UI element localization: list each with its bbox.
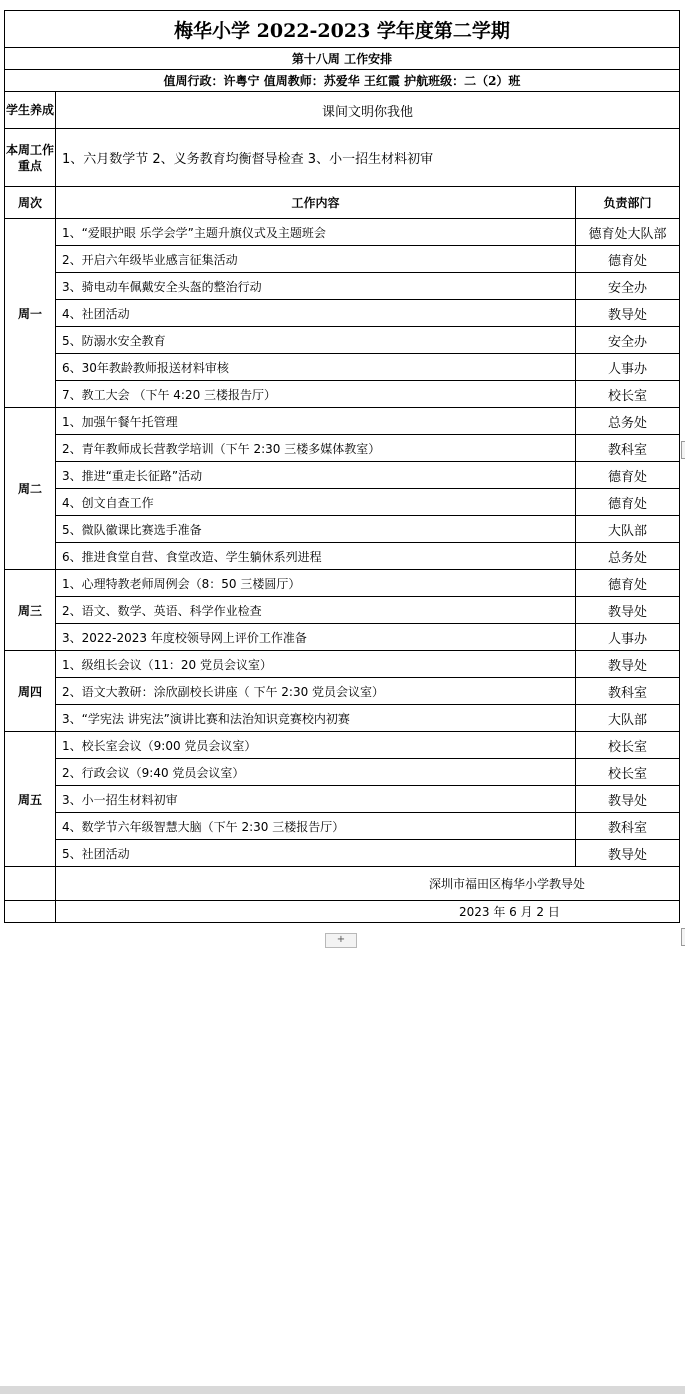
habit-label[interactable]: 学生养成 [5,92,56,129]
table-row [5,840,680,867]
footer-blank[interactable] [5,901,56,923]
task-cell[interactable]: 3、“学宪法 讲宪法”演讲比赛和法治知识竞赛校内初赛 [56,705,576,732]
table-row [5,381,680,408]
dept-cell[interactable]: 人事办 [576,354,680,381]
dept-cell[interactable]: 教科室 [576,813,680,840]
header-day[interactable]: 周次 [5,187,56,219]
dept-cell[interactable]: 人事办 [576,624,680,651]
dept-cell[interactable]: 总务处 [576,408,680,435]
dept-cell[interactable]: 德育处 [576,462,680,489]
dept-cell[interactable]: 德育处 [576,570,680,597]
focus-value[interactable]: 1、六月数学节 2、义务教育均衡督导检查 3、小一招生材料初审 [56,129,680,187]
task-cell[interactable]: 1、级组长会议（11：20 党员会议室） [56,651,576,678]
task-cell[interactable]: 4、社团活动 [56,300,576,327]
day-label[interactable]: 周一 [5,219,56,408]
task-cell[interactable]: 7、教工大会 （下午 4:20 三楼报告厅） [56,381,576,408]
day-label[interactable]: 周三 [5,570,56,651]
task-cell[interactable]: 6、推进食堂自营、食堂改造、学生躺休系列进程 [56,543,576,570]
table-row [5,246,680,273]
dept-cell[interactable]: 教导处 [576,840,680,867]
dept-cell[interactable]: 教科室 [576,678,680,705]
week-line[interactable]: 第十八周 工作安排 [5,48,680,70]
footer-blank[interactable] [5,867,56,901]
task-cell[interactable]: 3、推进“重走长征路”活动 [56,462,576,489]
task-cell[interactable]: 2、开启六年级毕业感言征集活动 [56,246,576,273]
task-cell[interactable]: 6、30年教龄教师报送材料审核 [56,354,576,381]
dept-cell[interactable]: 大队部 [576,516,680,543]
table-row [5,543,680,570]
table-row [5,516,680,543]
schedule-table [4,10,680,923]
table-row [5,813,680,840]
day-label[interactable]: 周五 [5,732,56,867]
add-row-button[interactable]: + [325,933,357,948]
right-edge-handle[interactable] [681,441,685,459]
footer-org[interactable]: 深圳市福田区梅华小学教导处 [56,867,680,901]
table-row [5,435,680,462]
table-row [5,462,680,489]
table-row [5,408,680,435]
dept-cell[interactable]: 安全办 [576,327,680,354]
dept-cell[interactable]: 教导处 [576,300,680,327]
dept-cell[interactable]: 总务处 [576,543,680,570]
task-cell[interactable]: 2、语文、数学、英语、科学作业检查 [56,597,576,624]
dept-cell[interactable]: 德育处 [576,246,680,273]
focus-label[interactable]: 本周工作重点 [5,129,56,187]
horizontal-scrollbar[interactable] [0,1386,685,1394]
task-cell[interactable]: 1、加强午餐午托管理 [56,408,576,435]
right-edge-handle[interactable] [681,928,685,946]
dept-cell[interactable]: 校长室 [576,732,680,759]
dept-cell[interactable]: 教导处 [576,597,680,624]
table-row [5,759,680,786]
task-cell[interactable]: 2、语文大教研：涂欣副校长讲座（ 下午 2:30 党员会议室） [56,678,576,705]
header-content[interactable]: 工作内容 [56,187,576,219]
table-row [5,300,680,327]
dept-cell[interactable]: 大队部 [576,705,680,732]
day-label[interactable]: 周四 [5,651,56,732]
day-label[interactable]: 周二 [5,408,56,570]
footer-date[interactable]: 2023 年 6 月 2 日 [56,901,680,923]
table-row [5,732,680,759]
table-row [5,705,680,732]
table-row [5,597,680,624]
task-cell[interactable]: 1、心理特教老师周例会（8：50 三楼圆厅） [56,570,576,597]
dept-cell[interactable]: 校长室 [576,759,680,786]
sheet-title[interactable]: 梅华小学 2022-2023 学年度第二学期 [5,11,680,48]
duty-line[interactable]: 值周行政：许粤宁 值周教师：苏爱华 王红霞 护航班级：二（2）班 [5,70,680,92]
task-cell[interactable]: 2、青年教师成长营教学培训（下午 2:30 三楼多媒体教室） [56,435,576,462]
header-dept[interactable]: 负责部门 [576,187,680,219]
table-row [5,354,680,381]
task-cell[interactable]: 4、数学节六年级智慧大脑（下午 2:30 三楼报告厅） [56,813,576,840]
task-cell[interactable]: 1、校长室会议（9:00 党员会议室） [56,732,576,759]
task-cell[interactable]: 2、行政会议（9:40 党员会议室） [56,759,576,786]
task-cell[interactable]: 3、2022-2023 年度校领导网上评价工作准备 [56,624,576,651]
task-cell[interactable]: 3、小一招生材料初审 [56,786,576,813]
table-row [5,678,680,705]
dept-cell[interactable]: 教科室 [576,435,680,462]
table-row [5,327,680,354]
dept-cell[interactable]: 德育处 [576,489,680,516]
table-row [5,570,680,597]
table-row [5,651,680,678]
dept-cell[interactable]: 德育处大队部 [576,219,680,246]
dept-cell[interactable]: 教导处 [576,786,680,813]
task-cell[interactable]: 1、“爱眼护眼 乐学会学”主题升旗仪式及主题班会 [56,219,576,246]
table-row [5,273,680,300]
task-cell[interactable]: 3、骑电动车佩戴安全头盔的整治行动 [56,273,576,300]
habit-value[interactable]: 课间文明你我他 [56,92,680,129]
table-row [5,624,680,651]
table-row [5,786,680,813]
task-cell[interactable]: 5、防溺水安全教育 [56,327,576,354]
task-cell[interactable]: 5、微队徽课比赛选手准备 [56,516,576,543]
dept-cell[interactable]: 安全办 [576,273,680,300]
dept-cell[interactable]: 教导处 [576,651,680,678]
dept-cell[interactable]: 校长室 [576,381,680,408]
table-row [5,489,680,516]
task-cell[interactable]: 5、社团活动 [56,840,576,867]
task-cell[interactable]: 4、创文自查工作 [56,489,576,516]
table-row [5,219,680,246]
